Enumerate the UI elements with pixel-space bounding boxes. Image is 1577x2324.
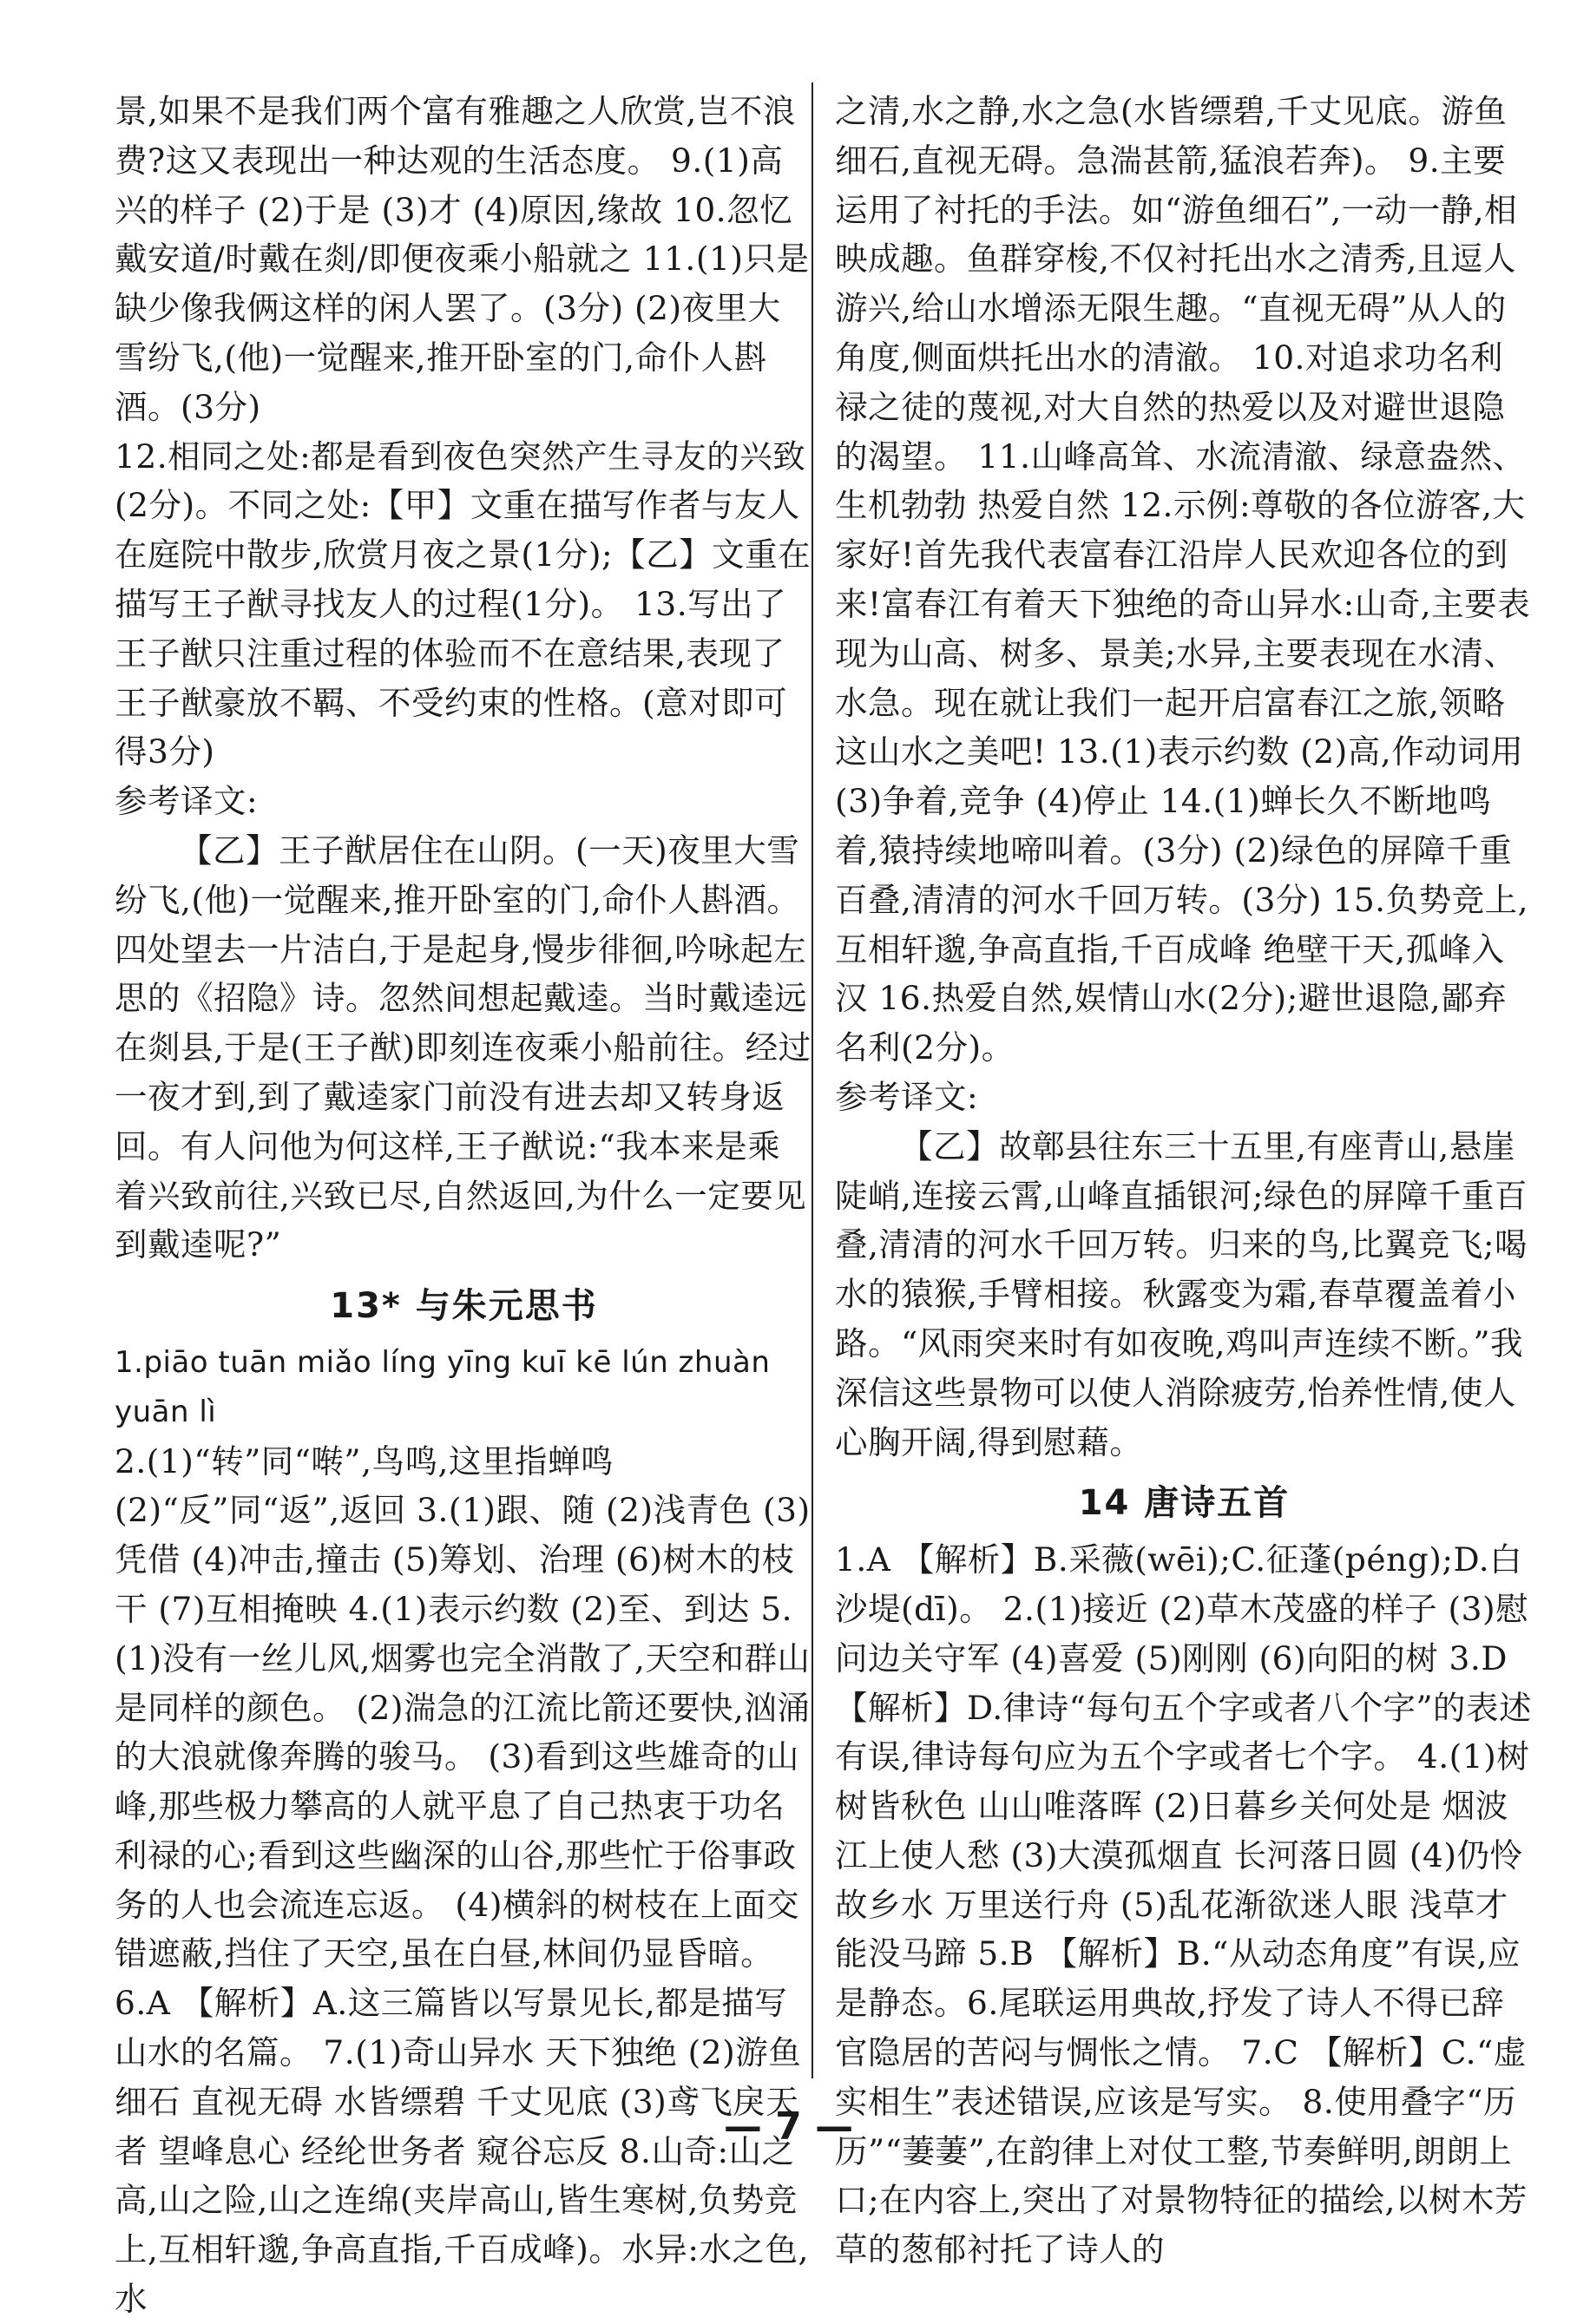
answer-block: 12.相同之处:都是看到夜色突然产生寻友的兴致(2分)。不同之处:【甲】文重在描写作者与友人在庭院中散步,欣赏月夜之景(1分);【乙】文重在描写王子猷寻找友人的过程(1分)。 13.写出了王子猷只注重过程的体验而不在意结果,表现了王子猷豪放不羁、不受约束的性格。(意对即可得3分) [115, 437, 811, 771]
left-column [115, 87, 813, 2324]
right-column [835, 87, 1534, 2275]
answer-block: 6.A 【解析】A.这三篇皆以写景见长,都是描写山水的名篇。 7.(1)奇山异水 天下独绝 (2)游鱼细石 直视无碍 水皆缥碧 千丈见底 (3)鸢飞戾天者 望峰息心 经纶世务者 窥谷忘反 8.山奇:山之高,山之险,山之连绵(夹岸高山,皆生寒树,负势竞上,互相轩邈,争高直指,千百成峰)。水异:水之色,水 [115, 1984, 809, 2319]
pinyin-answer: 1.piāo tuān miǎo líng yīng kuī kē lún zhuàn yuān lì [115, 1344, 771, 1429]
answer-block: 2.(1)“转”同“啭”,鸟鸣,这里指蝉鸣 (2)“反”同“返”,返回 3.(1)跟、随 (2)浅青色 (3)凭借 (4)冲击,撞击 (5)筹划、治理 (6)树木的枝干 (7)互相掩映 4.(1)表示约数 (2)至、到达 5.(1)没有一丝儿风,烟雾也完全消散了,天空和群山是同样的颜色。 (2)湍急的江流比箭还要快,汹涌的大浪就像奔腾的骏马。 (3)看到这些雄奇的山峰,那些极力攀高的人就平息了自己热衷于功名利禄的心;看到这些幽深的山谷,那些忙于俗事政务的人也会流连忘返。 (4)横斜的树枝在上面交错遮蔽,挡住了天空,虽在白昼,林间仍显昏暗。 [115, 1441, 811, 1973]
section-title: 13* 与朱元思书 [330, 1286, 598, 1327]
answer-block: 1.A 【解析】B.采薇(wēi);C.征蓬(péng);D.白沙堤(dī)。 2.(1)接近 (2)草木茂盛的样子 (3)慰问边关守军 (4)喜爱 (5)刚刚 (6)向阳的树 3.D 【解析】D.律诗“每句五个字或者八个字”的表述有误,律诗每句应为五个字或者七个字。 4.(1)树树皆秋色 山山唯落晖 (2)日暮乡关何处是 烟波江上使人愁 (3)大漠孤烟直 长河落日圆 (4)仍怜故乡水 万里送行舟 (5)乱花渐欲迷人眼 浅草才能没马蹄 5.B 【解析】B.“从动态角度”有误,应是静态。6.尾联运用典故,抒发了诗人不得已辞官隐居的苦闷与惆怅之情。 7.C 【解析】C.“虚实相生”表述错误,应该是写实。 8.使用叠字“历历”“萋萋”,在韵律上对仗工整,节奏鲜明,朗朗上口;在内容上,突出了对景物特征的描绘,以树木芳草的葱郁衬托了诗人的 [835, 1540, 1532, 2269]
page-number: — 7 — [723, 2104, 854, 2149]
answer-block: 之清,水之静,水之急(水皆缥碧,千丈见底。游鱼细石,直视无碍。急湍甚箭,猛浪若奔)。 9.主要运用了衬托的手法。如“游鱼细石”,一动一静,相映成趣。鱼群穿梭,不仅衬托出水之清秀,且逗人游兴,给山水增添无限生趣。“直视无碍”从人的角度,侧面烘托出水的清澈。 10.对追求功名利禄之徒的蔑视,对大自然的热爱以及对避世退隐的渴望。 11.山峰高耸、水流清澈、绿意盎然、生机勃勃 热爱自然 12.示例:尊敬的各位游客,大家好!首先我代表富春江沿岸人民欢迎各位的到来!富春江有着天下独绝的奇山异水:山奇,主要表现为山高、树多、景美;水异,主要表现在水清、水急。现在就让我们一起开启富春江之旅,领略这山水之美吧! 13.(1)表示约数 (2)高,作动词用 (3)争着,竞争 (4)停止 14.(1)蝉长久不断地鸣着,猿持续地啼叫着。(3分) (2)绿色的屏障千重百叠,清清的河水千回万转。(3分) 15.负势竞上,互相轩邈,争高直指,千百成峰 绝壁干天,孤峰入汉 16.热爱自然,娱情山水(2分);避世退隐,鄙弃名利(2分)。 [835, 92, 1531, 1067]
reference-translation-label: 参考译文: [115, 782, 259, 821]
column-divider [811, 82, 813, 2078]
reference-translation: 【乙】王子猷居住在山阴。(一天)夜里大雪纷飞,(他)一觉醒来,推开卧室的门,命仆人斟酒。四处望去一片洁白,于是起身,慢步徘徊,吟咏起左思的《招隐》诗。忽然间想起戴逵。当时戴逵远在剡县,于是(王子猷)即刻连夜乘小船前往。经过一夜才到,到了戴逵家门前没有进去却又转身返回。有人问他为何这样,王子猷说:“我本来是乘着兴致前往,兴致已尽,自然返回,为什么一定要见到戴逵呢?” [115, 830, 811, 1264]
reference-translation: 【乙】故鄣县往东三十五里,有座青山,悬崖陡峭,连接云霄,山峰直插银河;绿色的屏障千重百叠,清清的河水千回万转。归来的鸟,比翼竞飞;喝水的猿猴,手臂相接。秋露变为霜,春草覆盖着小路。“风雨突来时有如夜晚,鸡叫声连续不断。”我深信这些景物可以使人消除疲劳,怡养性情,使人心胸开阔,得到慰藉。 [835, 1126, 1528, 1461]
section-title: 14 唐诗五首 [1078, 1483, 1291, 1524]
answer-block: 景,如果不是我们两个富有雅趣之人欣赏,岂不浪费?这又表现出一种达观的生活态度。 9.(1)高兴的样子 (2)于是 (3)才 (4)原因,缘故 10.忽忆戴安道/时戴在剡/即便夜乘小船就之 11.(1)只是缺少像我俩这样的闲人罢了。(3分) (2)夜里大雪纷飞,(他)一觉醒来,推开卧室的门,命仆人斟酒。(3分) [115, 92, 810, 426]
reference-translation-label: 参考译文: [835, 1077, 979, 1116]
